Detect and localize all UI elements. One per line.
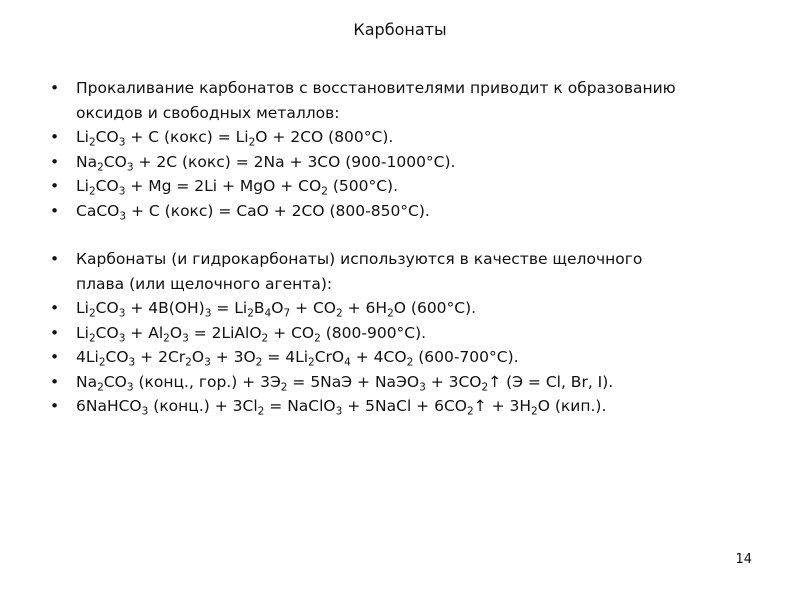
list-item [48, 394, 768, 419]
text-run: ↑ + 3H [473, 397, 532, 415]
list-item-line [76, 247, 768, 272]
text-run: = 2LiAlO [188, 323, 262, 342]
subscript: 3 [118, 185, 126, 198]
subscript: 3 [141, 405, 149, 418]
subscript: 2 [185, 356, 192, 369]
list-item-line [76, 125, 768, 150]
page-number: 14 [735, 552, 752, 567]
subscript: 2 [163, 332, 170, 345]
subscript: 2 [336, 307, 343, 320]
text-run: Li [76, 177, 89, 195]
text-run: Na [76, 152, 98, 171]
subscript: 3 [126, 381, 134, 394]
text-run: CO [103, 372, 127, 391]
list-item [48, 345, 768, 370]
list-item [48, 321, 768, 346]
text-run: плава (или щелочного агента): [76, 274, 333, 293]
text-run: + 2Cr [135, 348, 186, 366]
subscript: 3 [335, 405, 343, 418]
subscript: 2 [97, 161, 104, 174]
list-item [48, 247, 768, 296]
text-run: (800-900°C). [320, 323, 427, 342]
text-run: + 3CO [425, 372, 482, 391]
subscript: 2 [387, 307, 394, 320]
text-run: + 5NaCl + 6CO [342, 397, 467, 415]
text-run: CO [95, 299, 119, 317]
text-run: CaCO [76, 201, 120, 220]
list-item-line [76, 321, 768, 346]
list-item-line [76, 394, 768, 419]
list-item-line [76, 296, 768, 321]
list-item-line [76, 101, 768, 126]
subscript: 2 [321, 185, 328, 198]
text-run: O [191, 348, 205, 366]
list-item [48, 370, 768, 395]
list-item-line [76, 76, 768, 101]
text-run: + C (кокс) = Li [125, 128, 249, 146]
text-run: = NaClO [264, 397, 336, 415]
subscript: 2 [88, 332, 96, 345]
text-run: + Al [125, 323, 164, 342]
subscript: 2 [466, 405, 474, 418]
text-run: Li [76, 299, 89, 317]
text-run: оксидов и свободных металлов: [76, 103, 340, 122]
text-run: + Mg = 2Li + MgO + CO [125, 177, 322, 195]
subscript: 2 [280, 381, 288, 394]
subscript: 2 [248, 136, 256, 149]
text-run: O (600°C). [393, 299, 477, 317]
text-run: + 4B(OH) [125, 299, 205, 317]
text-run: CrO [314, 348, 345, 366]
subscript: 2 [406, 356, 414, 369]
list-item-line [76, 174, 768, 199]
text-run: Na [76, 372, 98, 391]
subscript: 2 [308, 356, 315, 369]
subscript: 3 [118, 332, 126, 345]
text-run: 6NaHCO [76, 397, 142, 415]
text-run: B [253, 299, 265, 317]
subscript: 2 [98, 356, 106, 369]
text-run: O (кип.). [537, 397, 607, 415]
subscript: 4 [344, 356, 351, 369]
text-run: + 6H [342, 299, 388, 317]
subscript: 2 [97, 381, 104, 394]
slide-title: Карбонаты [353, 20, 447, 39]
subscript: 3 [126, 161, 134, 174]
subscript: 3 [128, 356, 136, 369]
text-run: O + 2CO (800°C). [255, 128, 394, 146]
subscript: 2 [481, 381, 489, 394]
subscript: 3 [118, 307, 126, 320]
text-run: + C (кокс) = CaO + 2CO (800-850°C). [126, 201, 430, 220]
list-item [48, 150, 768, 175]
list-item-line [76, 370, 768, 395]
subscript: 3 [118, 136, 126, 149]
list-item-line [76, 345, 768, 370]
text-run: CO [95, 323, 119, 342]
subscript: 2 [261, 332, 269, 345]
text-run: + CO [268, 323, 315, 342]
list-item-line [76, 199, 768, 224]
text-run: Карбонаты (и гидрокарбонаты) используются в качестве щелочного [76, 250, 643, 268]
text-run: + 3O [210, 348, 256, 366]
list-item [48, 174, 768, 199]
text-run: (600-700°C). [413, 348, 519, 366]
text-run: Li [76, 323, 89, 342]
text-run: CO [103, 152, 127, 171]
list-item-line [76, 272, 768, 297]
list-item [48, 125, 768, 150]
text-run: CO [95, 128, 119, 146]
subscript: 4 [264, 307, 272, 320]
text-run: Прокаливание карбонатов с восстановителями приводит к образованию [76, 79, 676, 97]
text-run: Li [76, 128, 89, 146]
list-item [48, 199, 768, 224]
text-run: (конц., гор.) + 3Э [133, 372, 281, 391]
text-run: ↑ (Э = Cl, Br, I). [488, 372, 614, 391]
text-run: (конц.) + 3Cl [148, 397, 258, 415]
bullet-list [48, 76, 768, 419]
text-run: = 4Li [262, 348, 309, 366]
subscript: 2 [88, 136, 96, 149]
subscript: 7 [283, 307, 291, 320]
subscript: 2 [88, 185, 96, 198]
subscript: 2 [255, 356, 263, 369]
text-run: O [271, 299, 284, 317]
text-run: 4Li [76, 348, 99, 366]
text-run: = 5NaЭ + NaЭO [287, 372, 420, 391]
subscript: 2 [88, 307, 96, 320]
subscript: 2 [247, 307, 254, 320]
subscript: 3 [204, 307, 212, 320]
subscript: 3 [204, 356, 211, 369]
list-item-line [76, 150, 768, 175]
text-run: (500°C). [327, 177, 399, 195]
text-run: O [169, 323, 183, 342]
text-run: + 4CO [350, 348, 407, 366]
text-run: CO [105, 348, 129, 366]
subscript: 3 [419, 381, 426, 394]
text-run: + CO [290, 299, 337, 317]
list-item [48, 76, 768, 125]
subscript: 3 [119, 210, 127, 223]
text-run: = Li [211, 299, 248, 317]
subscript: 2 [257, 405, 265, 418]
subscript: 2 [531, 405, 538, 418]
list-item [48, 296, 768, 321]
text-run: + 2C (кокс) = 2Na + 3CO (900-1000°C). [133, 152, 456, 171]
subscript: 2 [314, 332, 321, 345]
text-run: CO [95, 177, 119, 195]
subscript: 3 [182, 332, 189, 345]
